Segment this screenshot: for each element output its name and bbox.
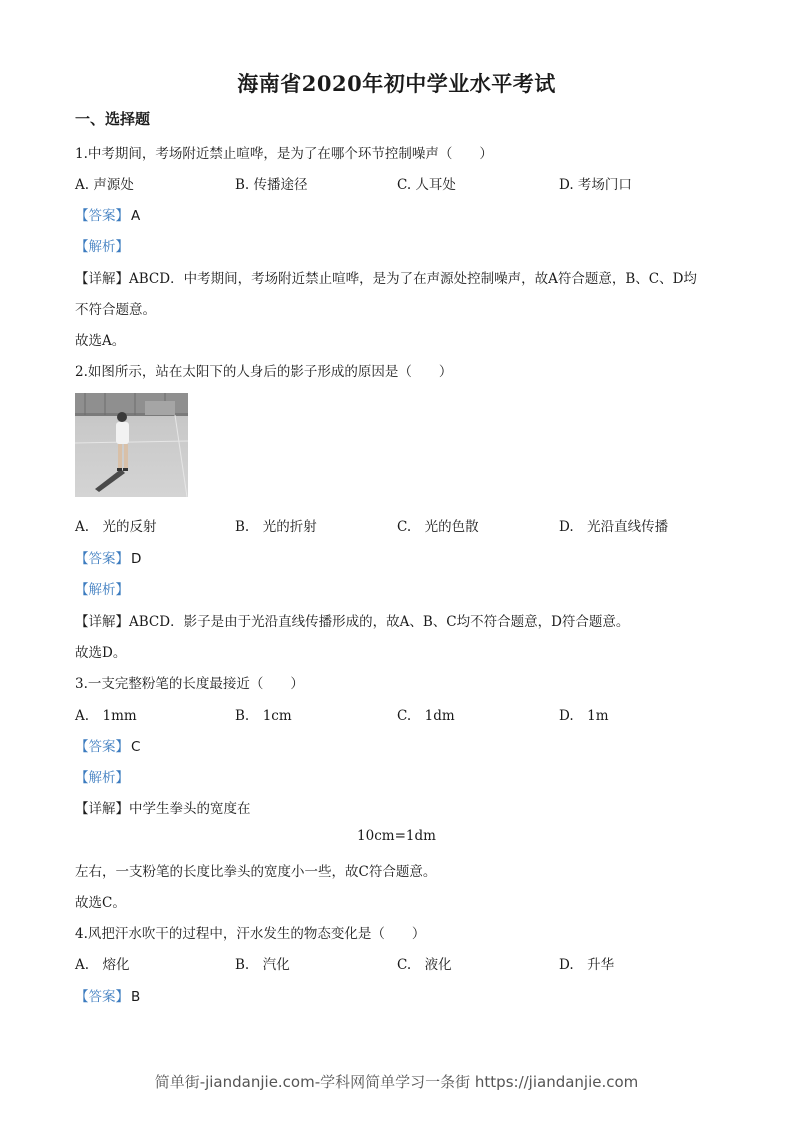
- section-heading: 一、选择题: [75, 110, 151, 128]
- question-1-option-d: D. 考场门口: [559, 177, 632, 193]
- question-2-answer: 【答案】 D: [75, 551, 142, 567]
- question-4-option-a: A. 熔化: [75, 957, 130, 973]
- question-3-option-c: C. 1dm: [397, 708, 455, 724]
- question-2-option-b: B. 光的折射: [235, 519, 317, 535]
- question-3-option-d: D. 1m: [559, 708, 609, 724]
- question-1-detail: 【详解】ABCD．中考期间，考场附近禁止喧哗，是为了在声源处控制噪声，故A符合题意，B、C、D均: [75, 271, 697, 287]
- photo-person-shadow-icon: [75, 393, 188, 497]
- question-4-option-d: D. 升华: [559, 957, 615, 973]
- question-4-answer: 【答案】 B: [75, 989, 141, 1005]
- question-3-detail-cont: 左右，一支粉笔的长度比拳头的宽度小一些，故C符合题意。: [75, 864, 437, 880]
- question-3-detail: 【详解】中学生拳头的宽度在: [75, 801, 251, 817]
- question-4-option-c: C. 液化: [397, 957, 452, 973]
- question-1-analysis-tag: 【解析】: [75, 239, 129, 255]
- question-3-equation: 10cm=1dm: [357, 828, 436, 844]
- question-3-option-b: B. 1cm: [235, 708, 292, 724]
- question-1-answer: 【答案】 A: [75, 208, 141, 224]
- footer-watermark[interactable]: 简单街-jiandanjie.com-学科网简单学习一条街 https://jiandanjie.com: [154, 1073, 639, 1091]
- page-title: 海南省2020年初中学业水平考试: [237, 71, 556, 96]
- question-1-option-a: A. 声源处: [75, 177, 134, 193]
- question-1-detail-cont: 不符合题意。: [75, 302, 156, 318]
- question-3-option-a: A. 1mm: [75, 708, 137, 724]
- question-2-option-c: C. 光的色散: [397, 519, 479, 535]
- question-3-answer: 【答案】 C: [75, 739, 141, 755]
- question-3-conclusion: 故选C。: [75, 895, 126, 911]
- question-1-conclusion: 故选A。: [75, 333, 126, 349]
- question-2-conclusion: 故选D。: [75, 645, 127, 661]
- question-3-stem: 3.一支完整粉笔的长度最接近（ ）: [75, 676, 304, 692]
- question-4-option-b: B. 汽化: [235, 957, 290, 973]
- question-1-option-b: B. 传播途径: [235, 177, 308, 193]
- question-2-option-a: A. 光的反射: [75, 519, 157, 535]
- question-2-detail: 【详解】ABCD．影子是由于光沿直线传播形成的，故A、B、C均不符合题意，D符合题意。: [75, 614, 630, 630]
- question-3-analysis-tag: 【解析】: [75, 770, 129, 786]
- question-1-option-c: C. 人耳处: [397, 177, 456, 193]
- question-1-stem: 1.中考期间，考场附近禁止喧哗，是为了在哪个环节控制噪声（ ）: [75, 146, 493, 162]
- question-2-stem: 2.如图所示，站在太阳下的人身后的影子形成的原因是（ ）: [75, 364, 453, 380]
- question-2-option-d: D. 光沿直线传播: [559, 519, 669, 535]
- question-2-analysis-tag: 【解析】: [75, 582, 129, 598]
- question-4-stem: 4.风把汗水吹干的过程中，汗水发生的物态变化是（ ）: [75, 926, 426, 942]
